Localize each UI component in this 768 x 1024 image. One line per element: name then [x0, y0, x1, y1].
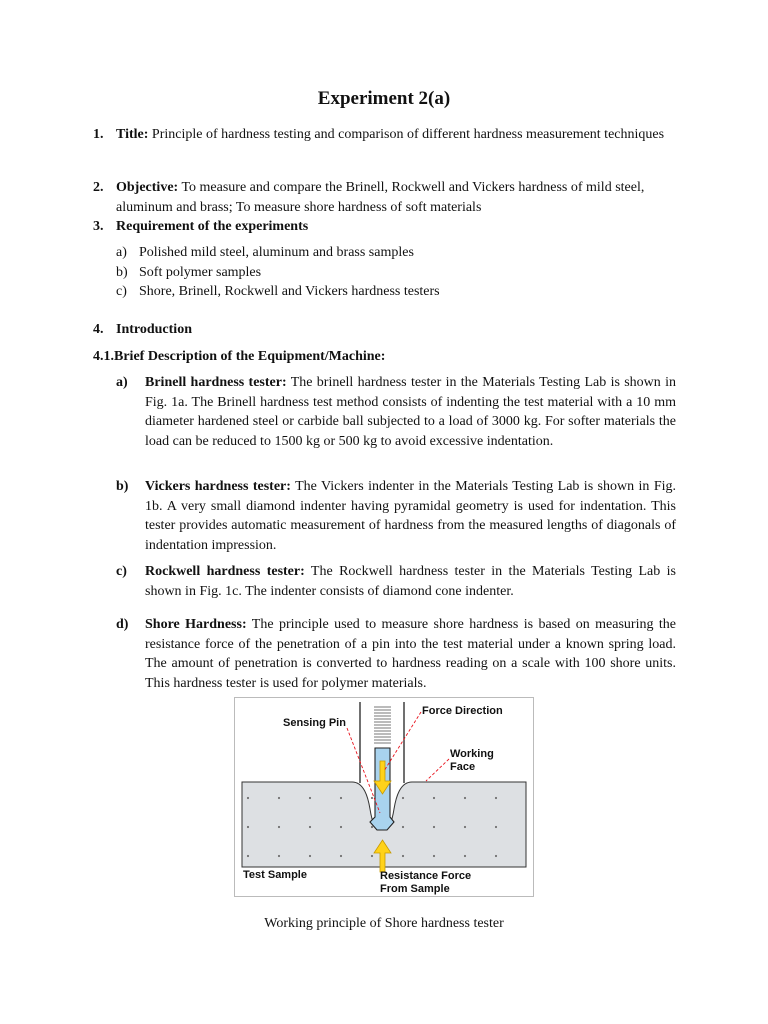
equipment-rockwell	[116, 562, 676, 601]
shore-tester-diagram	[234, 697, 534, 897]
item-label: Objective:	[116, 180, 179, 195]
item-label: Shore Hardness:	[145, 617, 247, 632]
item-text: The principle used to measure shore hardness is based on measuring the resistance force of the penetration of a pin into the test material under a known spring load. The amount of penetration is converted to hardness reading on a scale with 100 shore units. This hardness tester is used for polymer materials.	[145, 617, 676, 691]
label-resistance-2: From Sample	[380, 883, 450, 895]
item-label: Brinell hardness tester:	[145, 375, 287, 390]
item-label: Introduction	[116, 322, 192, 337]
item-label: Vickers hardness tester:	[145, 479, 291, 494]
equipment-vickers	[116, 477, 676, 555]
requirements-list	[116, 243, 676, 302]
item-number: 3.	[93, 219, 104, 234]
list-marker: b)	[116, 264, 128, 280]
list-item	[116, 263, 676, 283]
item-text: Principle of hardness testing and comparison of different hardness measurement techniques	[148, 127, 665, 142]
item-number: 4.	[93, 322, 104, 337]
section-heading-4-1	[93, 347, 675, 367]
item-introduction	[93, 320, 675, 340]
item-text: The Rockwell hardness tester in the Materials Testing Lab is shown in Fig. 1c. The indenter consists of diamond cone indenter.	[145, 564, 676, 599]
item-label: Rockwell hardness tester:	[145, 564, 305, 579]
label-force-direction: Force Direction	[422, 705, 503, 717]
list-marker: a)	[116, 245, 127, 260]
list-marker: c)	[116, 284, 127, 299]
item-label: Requirement of the experiments	[116, 219, 309, 234]
label-resistance-1: Resistance Force	[380, 870, 472, 882]
item-requirements	[93, 217, 675, 237]
item-marker: a)	[116, 375, 128, 390]
item-title	[93, 125, 675, 145]
item-text: The brinell hardness tester in the Materials Testing Lab is shown in Fig. 1a. The Brinell hardness test method consists of indenting the test material with a 10 mm diameter hardened steel or carbide ball subjected to a load of 3000 kg. For softer materials the load can be reduced to 1500 kg or 500 kg to avoid excessive indentation.	[145, 375, 676, 449]
label-test-sample: Test Sample	[243, 869, 307, 881]
list-item	[116, 243, 676, 263]
item-marker: b)	[116, 479, 129, 494]
figure-caption: Working principle of Shore hardness tester	[264, 916, 504, 931]
shore-hardness-figure	[234, 697, 534, 897]
item-label: Title:	[116, 127, 149, 142]
section-label: 4.1.Brief Description of the Equipment/Machine:	[93, 349, 386, 364]
item-text: The Vickers indenter in the Materials Testing Lab is shown in Fig. 1b. A very small diamond indenter having pyramidal geometry is used for indentation. This tester provides automatic measurement of hardness from the measured lengths of diagonals of indentation impression.	[145, 479, 676, 553]
list-text: Shore, Brinell, Rockwell and Vickers hardness testers	[139, 284, 440, 299]
item-text: To measure and compare the Brinell, Rockwell and Vickers hardness of mild steel, aluminum and brass; To measure shore hardness of soft materials	[116, 180, 645, 215]
list-item	[116, 282, 676, 302]
item-marker: d)	[116, 617, 129, 632]
item-marker: c)	[116, 564, 127, 579]
label-sensing-pin: Sensing Pin	[283, 717, 346, 729]
label-working-face-1: Working	[450, 748, 494, 760]
list-text: Polished mild steel, aluminum and brass samples	[139, 245, 414, 260]
item-number: 1.	[93, 127, 104, 142]
page-title: Experiment 2(a)	[317, 88, 451, 109]
item-objective	[93, 178, 675, 217]
equipment-shore	[116, 615, 676, 693]
list-text: Soft polymer samples	[139, 264, 262, 280]
label-working-face-2: Face	[450, 761, 476, 773]
item-number: 2.	[93, 180, 104, 195]
equipment-brinell	[116, 373, 676, 451]
